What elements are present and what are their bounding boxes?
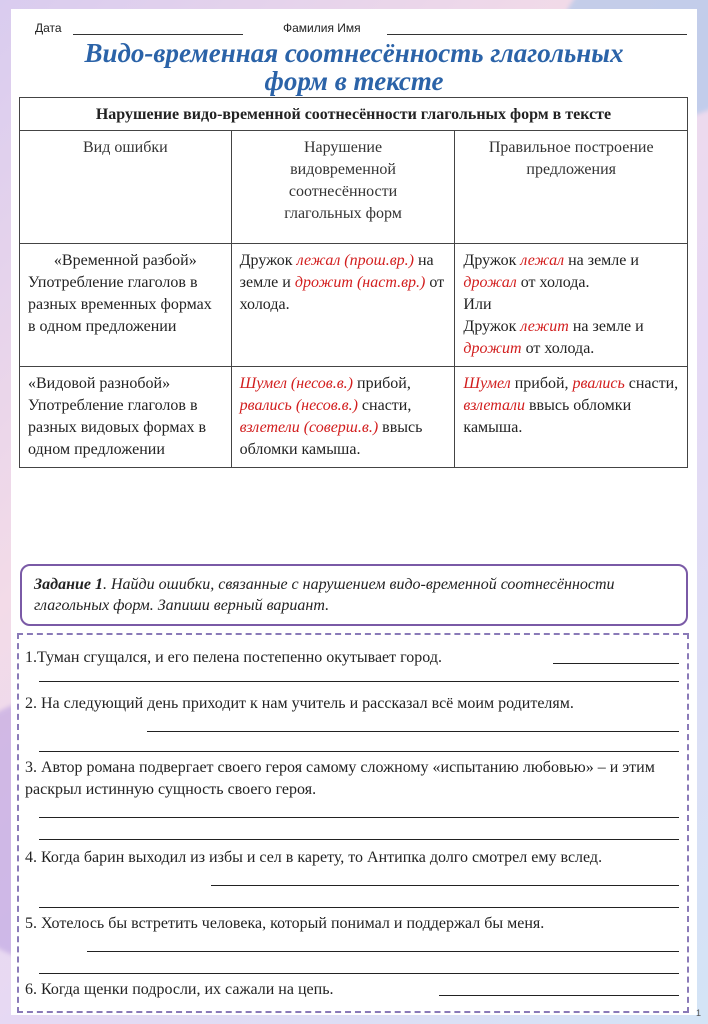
- rules-table: [19, 97, 688, 468]
- exercise-sentence: 6. Когда щенки подросли, их сажали на цепь.: [25, 981, 334, 998]
- example-text: снасти,: [624, 375, 679, 392]
- example-text: на земле и: [564, 252, 639, 269]
- task-box: [20, 564, 688, 626]
- highlighted-verb: Шумел: [463, 375, 511, 392]
- error-type-name: «Видовой разнобой»: [28, 375, 171, 392]
- example-text: на земле и: [239, 252, 434, 291]
- exercise-item: [25, 647, 681, 669]
- example-text: от холода.: [239, 274, 445, 313]
- example-text: от холода.: [516, 274, 590, 291]
- exercise-item: [25, 913, 681, 935]
- highlighted-verb: лежит: [520, 318, 569, 335]
- name-label: Фамилия Имя: [283, 21, 361, 35]
- exercise-item: [25, 847, 681, 869]
- example-text: на земле и: [568, 318, 644, 335]
- answer-line[interactable]: [39, 817, 679, 818]
- highlighted-verb: лежал (прош.вр.): [296, 252, 414, 269]
- answer-line[interactable]: [39, 681, 679, 682]
- example-text: Дружок: [463, 318, 521, 335]
- name-line[interactable]: [387, 34, 687, 35]
- title-line-2: форм в тексте: [264, 66, 444, 96]
- error-type-name: «Временной разбой»: [53, 252, 197, 269]
- highlighted-verb: дрожал: [463, 274, 517, 291]
- answer-line[interactable]: [39, 973, 679, 974]
- example-text: Дружок: [463, 252, 521, 269]
- correct-example-cell: [455, 367, 688, 468]
- table-title: Нарушение видо-временной соотнесённости глагольных форм в тексте: [20, 98, 688, 131]
- page-title: [11, 39, 697, 95]
- wrong-example-cell: [231, 244, 455, 367]
- highlighted-verb: взлетали: [463, 397, 525, 414]
- highlighted-verb: лежал: [520, 252, 565, 269]
- example-text: от холода.: [521, 340, 595, 357]
- answer-line[interactable]: [211, 885, 679, 886]
- exercise-sentence: 3. Автор романа подвергает своего героя самому сложному «испытанию любовью» – и этим раскрыл истинную сущность своего героя.: [25, 759, 655, 798]
- example-text: Дружок: [239, 252, 297, 269]
- exercise-sentence: 2. На следующий день приходит к нам учитель и рассказал всё моим родителям.: [25, 695, 574, 712]
- highlighted-verb: Шумел (несов.в.): [239, 375, 353, 392]
- answer-line[interactable]: [439, 995, 679, 996]
- exercise-item: [25, 693, 681, 715]
- answer-line[interactable]: [39, 839, 679, 840]
- wrong-example-cell: [231, 367, 455, 468]
- error-type-description: Употребление глаголов в разных видовых формах в одном предложении: [28, 397, 207, 458]
- example-text: ввысь обломки камыша.: [463, 397, 632, 436]
- answer-line[interactable]: [147, 731, 679, 732]
- highlighted-verb: рвались (несов.в.): [239, 397, 358, 414]
- or-label: Или: [463, 296, 492, 313]
- highlighted-verb: рвались: [572, 375, 625, 392]
- highlighted-verb: взлетели (соверш.в.): [239, 419, 379, 436]
- page-number: 1: [696, 1008, 702, 1018]
- exercise-item: [25, 757, 681, 801]
- title-line-1: Видо-временная соотнесённость глагольных: [84, 38, 624, 68]
- error-type-cell: [20, 244, 232, 367]
- highlighted-verb: дрожит: [463, 340, 522, 357]
- exercise-sentence: 5. Хотелось бы встретить человека, который понимал и поддержал бы меня.: [25, 915, 545, 932]
- correct-example-cell: [455, 244, 688, 367]
- answer-line[interactable]: [39, 751, 679, 752]
- highlighted-verb: дрожит (наст.вр.): [294, 274, 426, 291]
- table-row: [20, 244, 688, 367]
- exercise-sentence: 4. Когда барин выходил из избы и сел в карету, то Антипка долго смотрел ему вслед.: [25, 849, 603, 866]
- error-type-description: Употребление глаголов в разных временных формах в одном предложении: [28, 274, 212, 335]
- example-text: снасти,: [357, 397, 412, 414]
- error-type-cell: [20, 367, 232, 468]
- task-label: Задание 1: [34, 576, 103, 593]
- answer-line[interactable]: [553, 663, 679, 664]
- worksheet-page: [11, 9, 697, 1015]
- date-line[interactable]: [73, 34, 243, 35]
- example-text: прибой,: [510, 375, 573, 392]
- example-text: ввысь обломки камыша.: [239, 419, 423, 458]
- answer-line[interactable]: [87, 951, 679, 952]
- column-header: Правильное построение предложения: [455, 131, 688, 244]
- exercise-sentence: 1.Туман сгущался, и его пелена постепенно окутывает город.: [25, 649, 442, 666]
- date-label: Дата: [35, 21, 62, 35]
- answer-line[interactable]: [39, 907, 679, 908]
- column-header: Вид ошибки: [20, 131, 232, 244]
- exercise-box: [17, 633, 689, 1013]
- exercise-item: [25, 979, 681, 1001]
- table-row: [20, 367, 688, 468]
- example-text: прибой,: [353, 375, 411, 392]
- column-header: Нарушение видовременной соотнесённости глагольных форм: [231, 131, 455, 244]
- task-text: . Найди ошибки, связанные с нарушением видо-временной соотнесённости глагольных форм. Запиши верный вариант.: [34, 576, 615, 614]
